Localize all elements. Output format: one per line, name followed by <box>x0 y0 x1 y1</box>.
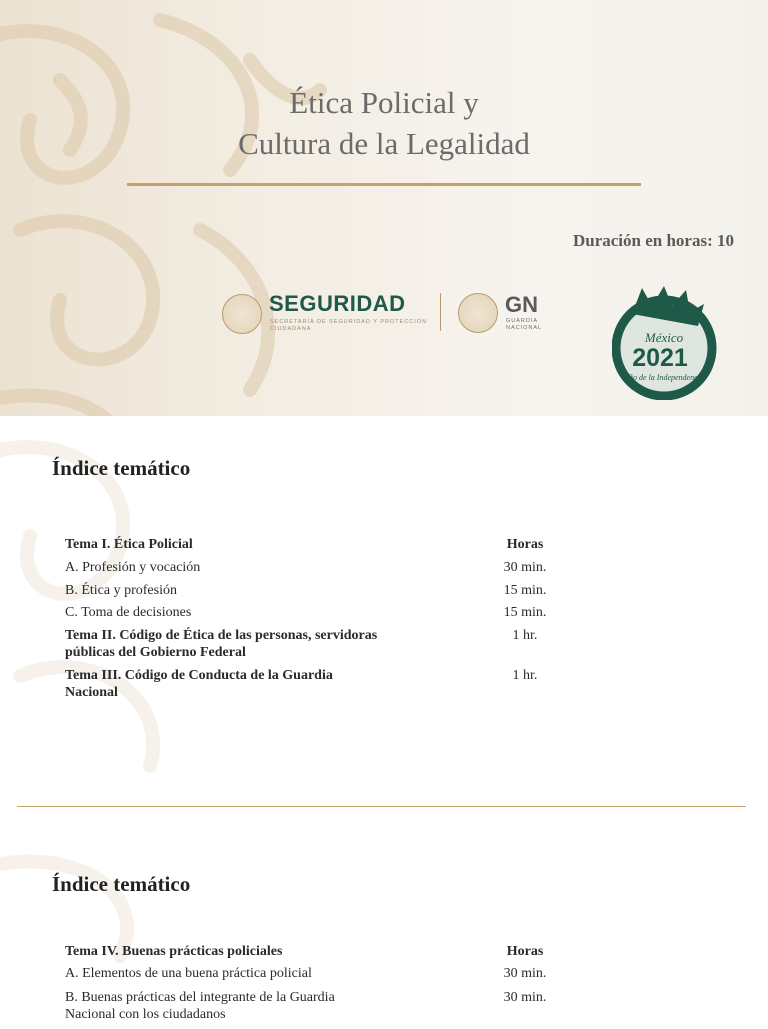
page-title-line1: Ética Policial y <box>289 85 479 120</box>
badge-text-year: 2021 <box>632 344 688 372</box>
cover-panel <box>0 0 768 416</box>
topic-cell: Tema II. Código de Ética de las personas, servidoras públicas del Gobierno Federal <box>65 628 378 660</box>
mexico-2021-badge-icon <box>612 284 722 400</box>
seguridad-logo-subtitle: SECRETARÍA DE SEGURIDAD Y PROTECCIÓN CIUDADANA <box>270 319 428 332</box>
index-table-1 <box>65 536 585 707</box>
topic-cell: A. Elementos de una buena práctica policial <box>65 966 312 981</box>
gn-logo-text: GN <box>505 292 538 317</box>
index-title-1: Índice temático <box>52 456 191 480</box>
badge-text-mexico: México <box>644 330 684 345</box>
hours-cell: 15 min. <box>503 583 547 598</box>
duration-label: Duración en horas: 10 <box>572 231 734 250</box>
background-pattern-lower <box>0 416 280 1024</box>
table-row <box>65 667 585 707</box>
hours-header: Horas <box>506 537 544 552</box>
hours-cell: 15 min. <box>503 605 547 620</box>
topic-cell: Tema III. Código de Conducta de la Guardia Nacional <box>65 668 333 700</box>
hours-header: Horas <box>506 944 544 959</box>
table-row <box>65 627 585 667</box>
badge-text-subtitle: Año de la Independencia <box>624 373 704 382</box>
hours-cell: 30 min. <box>503 966 547 981</box>
table-row <box>65 604 585 627</box>
topic-cell: Tema I. Ética Policial <box>65 537 193 552</box>
table-row <box>65 989 585 1029</box>
topic-cell: C. Toma de decisiones <box>65 605 192 620</box>
title-underline <box>127 183 641 186</box>
table-row <box>65 559 585 582</box>
topic-cell: A. Profesión y vocación <box>65 560 201 575</box>
hours-cell: 1 hr. <box>512 668 538 683</box>
topic-cell: B. Ética y profesión <box>65 583 177 598</box>
background-pattern <box>0 0 340 416</box>
index-title-2: Índice temático <box>52 872 191 896</box>
index-table-2 <box>65 943 585 1029</box>
section-divider <box>17 806 746 807</box>
topic-cell: B. Buenas prácticas del integrante de la Guardia Nacional con los ciudadanos <box>65 990 335 1022</box>
table-row <box>65 582 585 604</box>
gn-logo-subtitle: GUARDIA NACIONAL <box>506 318 543 331</box>
table-row <box>65 965 585 989</box>
hours-cell: 30 min. <box>503 990 547 1005</box>
topic-cell: Tema IV. Buenas prácticas policiales <box>65 944 283 959</box>
seguridad-logo-text: SEGURIDAD <box>269 291 406 316</box>
guardia-nacional-emblem-icon <box>458 293 498 333</box>
hours-cell: 1 hr. <box>512 628 538 643</box>
national-emblem-icon <box>222 294 262 334</box>
table-row <box>65 943 585 965</box>
table-row <box>65 536 585 559</box>
logo-divider <box>440 293 441 331</box>
hours-cell: 30 min. <box>503 560 547 575</box>
page-title-line2: Cultura de la Legalidad <box>238 126 530 161</box>
